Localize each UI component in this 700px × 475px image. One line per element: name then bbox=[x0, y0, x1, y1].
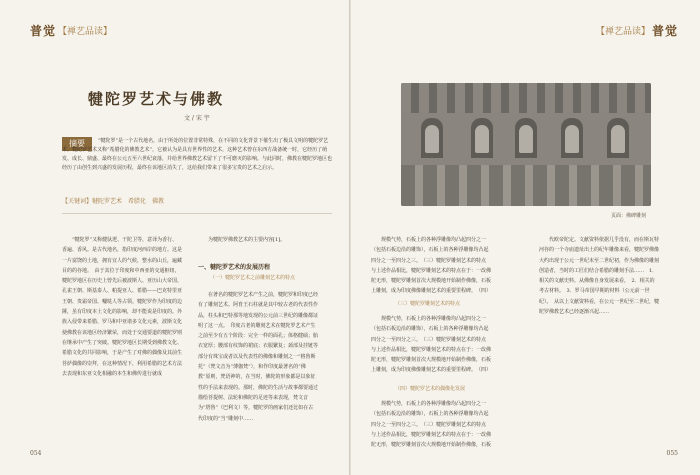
body-column-2: 在著名的犍陀罗艺术产生之前，犍陀罗和印度已经有了雕刻艺术。阿育王石柱就是其中较古老的代表性作品，柱头和巴特那等地发现的公元前三世纪的雕像都证明了这一点。 印度古老的雕刻艺术在犍陀罗艺术产生之前至少有五个阶段：完全一样的面孔；体格健硕；胎衣宽厚；腰部有纹饰的裙底；衣服繁复；颈部及挂链等部分有珠宝或者以及代表性的佛像和雕刻之一“格鲁斯托”（梵文音为“薄伽梵”），和作印度最著名的“佛教”原则，梵语神的，在当时，佛陀的形象都是以象征性的手法来表现的。那时，佛陀的生活与故事都要通过描绘菩提树、法轮和佛陀的足迹等来表现，梵文音为“塔鲁”（巴利文）等，犍陀罗的画家们还比如在古代印度的“当”雕刻中…… bbox=[198, 292, 318, 422]
abstract-text: “犍陀罗”是一个古代地名，由于所处的位置非常特殊，在不同的文化背景下催生出了极具文明的犍陀罗艺术。犍陀罗艺术又称“希腊化的佛教艺术”，它被认为是具有世界性的艺术，这种艺术曾在东西方战备统一时，它经历了萌发、成长、鼎盛、最终在公元五至六世纪衰落，并给世界佛教艺术留下了不可磨灭的影响。与此同时，佛教在犍陀罗地区也经历了由创生到兴盛的发展历程，最终在该地区消失了，这给我们带来了很多宝贵的艺术之启示。 bbox=[62, 138, 333, 171]
right-column-1-top: 规模气势，石板上的各种浮雕像均凸起四分之一（包括石板边沿的雕饰），石板上的各种浮雕像均凸起四分之一至四分之三。 （三）犍陀罗雕刻艺术的特点 与上述作品相比，犍陀罗雕刻艺术的特点在于：一改佛陀无形，犍陀罗雕刻首次大规模地开始制作佛像，石板上雕刻，成为印度佛像雕刻艺术的重要里程碑。 （四） bbox=[371, 237, 491, 295]
article-title: 犍陀罗艺术与佛教 bbox=[88, 90, 225, 108]
magazine-logo: 普觉 bbox=[30, 24, 57, 38]
page-number-left: 054 bbox=[30, 450, 42, 457]
right-header bbox=[596, 22, 678, 39]
subheading-4: （四）犍陀罗艺术的偶像化发展 bbox=[395, 386, 466, 392]
section-name-right: 【禅艺品读】 bbox=[595, 27, 650, 37]
abstract-label: 摘要 bbox=[62, 137, 92, 151]
right-column-1-bottom: 规模气势，石板上的各种浮雕像均凸起四分之一（包括石板边沿的雕饰），石板上的各种浮雕像均凸起四分之一至四分之三。 （三）犍陀罗雕刻艺术的特点 与上述作品相比，犍陀罗雕刻艺术的特点在于：一改佛陀无形，犍陀罗雕刻首次大规模地开始制作佛像，石板 bbox=[371, 401, 491, 449]
left-header bbox=[30, 22, 112, 39]
right-column-2: 代欧帝陀定。文献资料依据几乎没有，而在斯瓦特河谷的一个寺庙遗址出土的纪年雕像来看，犍陀罗佛像大约出现于公元一世纪末至二世纪初，作为佛像的雕刻创造者，当时的工匠们结合希腊的雕刻手法…… 1．相关的文献史料。从佛像自身发展来看， 2．相关的考古材料。 3．罗马帝国早期的材料（公元前一世纪）。 从以上文献资料看，在公元一世纪至二世纪，犍陀罗佛教艺术已经逐渐兴起…… bbox=[539, 237, 659, 316]
right-page bbox=[351, 0, 700, 475]
section-heading-1: 一、犍陀罗艺术的发展历程 bbox=[198, 264, 271, 271]
article-author: 文 / 宋 宇 bbox=[184, 115, 210, 122]
left-page bbox=[0, 0, 349, 475]
magazine-logo-right: 普觉 bbox=[651, 24, 678, 38]
photo-caption: 页面：佛碑雕刻 bbox=[611, 213, 647, 219]
section-name: 【禅艺品读】 bbox=[58, 27, 113, 37]
subheading-1: （一）犍陀罗艺术之前雕刻艺术的特点 bbox=[210, 275, 296, 281]
subheading-3: （三）犍陀罗雕刻艺术的特点 bbox=[395, 301, 461, 307]
body-column-1: “犍陀罗”又称健驮逻、干陀卫等，意译为香行、香遍、香风。是古代地名，指印度河西岸的地方。这是一片富饶的土地，拥有宜人的气候，整水的山丘，遍藏目的的谷地。 由于其位于印度和中西亚的交通枢纽，犍陀罗地区在历史上曾先后被波斯人、亚历山大帝国、孔雀王朝、斯基泰人、帕提亚人、希腊——巴克特里亚王朝、贵霜帝国、嚈哒人等占领。犍陀罗作为印度的边陲，虽有印度本土文化的影响，却不能说是印度的。外族入侵带来希腊、罗马和中亚诸多文化元素，波斯文化使佛教在该地区经济繁荣，而处于交通要道的犍陀罗则在继承中产生了突破。犍陀罗地区长期受到佛教文化、希腊文化的共同影响，于是产生了对佛的偶像及其前生菩萨偶像的崇拜，在这种情况下，利用希腊的艺术方法去表现和东亚文化相融的本生和佛传进行就成 bbox=[62, 237, 183, 377]
body-column-2-top: 为犍陀罗佛教艺术的主要内容[1]。 bbox=[208, 237, 286, 243]
stone-relief-photo bbox=[401, 83, 651, 206]
keywords: 【关键词】犍陀罗艺术 希腊化 佛教 bbox=[62, 198, 165, 205]
page-number-right: 055 bbox=[666, 450, 678, 457]
divider bbox=[62, 213, 332, 214]
right-column-1-mid: 规模气势，石板上的各种浮雕像均凸起四分之一（包括石板边沿的雕饰），石板上的各种浮雕像均凸起四分之一至四分之三。 （三）犍陀罗雕刻艺术的特点 与上述作品相比，犍陀罗雕刻艺术的特点在于：一改佛陀无形，犍陀罗雕刻首次大规模地开始制作佛像，石板上雕刻，成为印度佛像雕刻艺术的重要里程碑。 （四） bbox=[371, 316, 491, 374]
